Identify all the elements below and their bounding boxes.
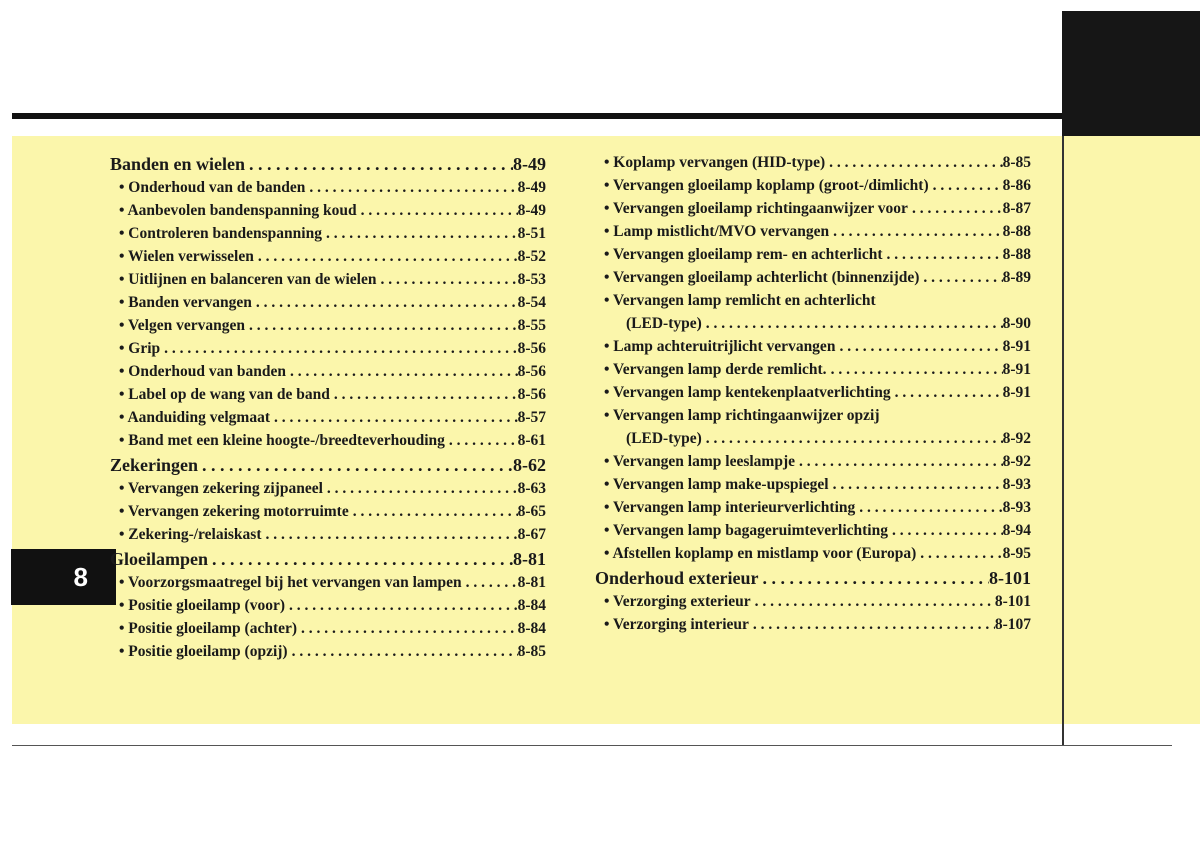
toc-entry-label: • Uitlijnen en balanceren van de wielen (119, 271, 377, 288)
dot-leader (297, 620, 518, 638)
toc-page-number: 8-63 (517, 480, 546, 497)
toc-page-number: 8-49 (517, 179, 546, 196)
toc-entry-label: • Positie gloeilamp (voor) (119, 597, 285, 614)
toc-entry-label: • Lamp mistlicht/MVO vervangen (604, 223, 830, 240)
toc-subsection-entry[interactable] (110, 317, 546, 340)
toc-page-number: 8-49 (513, 154, 546, 174)
toc-page-number: 8-67 (517, 526, 546, 543)
toc-subsection-entry[interactable] (595, 616, 1031, 639)
dot-leader (323, 480, 518, 498)
toc-page-number: 8-91 (1002, 338, 1031, 355)
toc-subsection-entry[interactable] (595, 499, 1031, 522)
dot-leader (891, 384, 1003, 402)
toc-entry-label: • Aanduiding velgmaat (119, 409, 270, 426)
toc-entry-label: • Afstellen koplamp en mistlamp voor (Europa) (604, 545, 917, 562)
section-tab-block (1062, 11, 1200, 137)
toc-subsection-entry[interactable] (110, 409, 546, 432)
dot-leader (759, 568, 990, 589)
toc-subsection-entry[interactable] (110, 179, 546, 202)
toc-page-number: 8-92 (1002, 453, 1031, 470)
toc-entry-label: • Vervangen gloeilamp rem- en achterlicht (604, 246, 883, 263)
toc-page-number: 8-55 (517, 317, 546, 334)
dot-leader (751, 593, 995, 611)
toc-entry-label: • Verzorging interieur (604, 616, 749, 633)
toc-entry-label: Zekeringen (110, 455, 198, 475)
toc-page-number: 8-101 (989, 568, 1031, 588)
toc-entry-label: • Grip (119, 340, 161, 357)
dot-leader (888, 522, 1003, 540)
toc-entry-label: • Vervangen gloeilamp koplamp (groot-/dimlicht) (604, 177, 929, 194)
dot-leader (702, 315, 1003, 333)
toc-subsection-entry[interactable] (595, 453, 1031, 476)
toc-entry-label: • Banden vervangen (119, 294, 252, 311)
toc-subsection-entry[interactable] (595, 246, 1031, 269)
toc-entry-label: • Vervangen lamp derde remlicht. (604, 361, 827, 378)
dot-leader (252, 294, 518, 312)
toc-subsection-entry[interactable] (595, 223, 1031, 246)
toc-entry-label: • Controleren bandenspanning (119, 225, 322, 242)
toc-entry-label: • Vervangen lamp make-upspiegel (604, 476, 829, 493)
dot-leader (702, 430, 1003, 448)
toc-subsection-entry[interactable] (595, 361, 1031, 384)
toc-subsection-entry[interactable] (595, 522, 1031, 545)
toc-page-number: 8-85 (1002, 154, 1031, 171)
toc-entry-label: • Band met een kleine hoogte-/breedteverhouding (119, 432, 445, 449)
toc-section-entry[interactable] (110, 455, 546, 480)
dot-leader (919, 269, 1002, 287)
toc-subsection-entry[interactable] (110, 503, 546, 526)
toc-entry-label: Banden en wielen (110, 154, 246, 174)
toc-subsection-entry[interactable] (110, 202, 546, 225)
toc-page-number: 8-56 (517, 386, 546, 403)
toc-entry-label: • Onderhoud van banden (119, 363, 286, 380)
dot-leader (829, 223, 1002, 241)
toc-entry-label: • Vervangen zekering zijpaneel (119, 480, 323, 497)
toc-page-number: 8-65 (517, 503, 546, 520)
margin-divider (1062, 136, 1064, 746)
toc-entry-label: • Label op de wang van de band (119, 386, 330, 403)
footer-rule (12, 745, 1172, 746)
dot-leader (855, 499, 1002, 517)
toc-page-number: 8-81 (513, 549, 546, 569)
dot-leader (376, 271, 517, 289)
toc-page-number: 8-87 (1002, 200, 1031, 217)
toc-page-number: 8-62 (513, 455, 546, 475)
toc-entry-label: • Vervangen gloeilamp richtingaanwijzer voor (604, 200, 908, 217)
dot-leader (916, 545, 1002, 563)
toc-entry-label: • Positie gloeilamp (opzij) (119, 643, 288, 660)
toc-entry-label: • Vervangen zekering motorruimte (119, 503, 349, 520)
toc-page-number: 8-52 (517, 248, 546, 265)
toc-subsection-entry[interactable] (595, 338, 1031, 361)
dot-leader (245, 154, 513, 175)
toc-page-number: 8-91 (1002, 361, 1031, 378)
dot-leader (829, 476, 1003, 494)
toc-page-number: 8-93 (1002, 499, 1031, 516)
toc-entry-label: (LED-type) (626, 315, 702, 332)
toc-entry-label: Onderhoud exterieur (595, 568, 759, 588)
dot-leader (908, 200, 1003, 218)
dot-leader (357, 202, 518, 220)
toc-subsection-entry[interactable] (595, 430, 1031, 453)
toc-page-number: 8-56 (517, 363, 546, 380)
toc-entry-label: • Onderhoud van de banden (119, 179, 306, 196)
toc-subsection-entry[interactable] (110, 340, 546, 363)
dot-leader (795, 453, 1003, 471)
toc-entry-label: • Zekering-/relaiskast (119, 526, 262, 543)
toc-left-column (110, 154, 546, 666)
toc-subsection-entry[interactable] (595, 292, 1031, 315)
toc-subsection-entry[interactable] (595, 315, 1031, 338)
dot-leader (270, 409, 518, 427)
toc-subsection-entry[interactable] (110, 271, 546, 294)
dot-leader (254, 248, 518, 266)
toc-entry-label: • Velgen vervangen (119, 317, 245, 334)
toc-page-number: 8-94 (1002, 522, 1031, 539)
toc-entry-label: Gloeilampen (110, 549, 208, 569)
toc-page-number: 8-95 (1002, 545, 1031, 562)
toc-page-number: 8-86 (1002, 177, 1031, 194)
header-rule (12, 113, 1172, 119)
toc-page-number: 8-101 (994, 593, 1031, 610)
dot-leader (160, 340, 517, 358)
toc-entry-label: • Vervangen lamp interieurverlichting (604, 499, 856, 516)
toc-subsection-entry[interactable] (595, 545, 1031, 568)
toc-subsection-entry[interactable] (110, 620, 546, 643)
dot-leader (330, 386, 518, 404)
toc-subsection-entry[interactable] (110, 386, 546, 409)
toc-page-number: 8-49 (517, 202, 546, 219)
toc-page-number: 8-85 (517, 643, 546, 660)
dot-leader (349, 503, 518, 521)
dot-leader (286, 363, 518, 381)
toc-entry-label: • Aanbevolen bandenspanning koud (119, 202, 357, 219)
toc-subsection-entry[interactable] (110, 432, 546, 455)
toc-subsection-entry[interactable] (595, 407, 1031, 430)
chapter-number-tab: 8 (11, 549, 116, 605)
toc-page-number: 8-88 (1002, 223, 1031, 240)
toc-right-column (595, 154, 1031, 639)
dot-leader (883, 246, 1003, 264)
toc-entry-label: • Wielen verwisselen (119, 248, 254, 265)
dot-leader (462, 574, 518, 592)
dot-leader (835, 338, 1002, 356)
toc-subsection-entry[interactable] (110, 574, 546, 597)
dot-leader (198, 455, 513, 476)
toc-subsection-entry[interactable] (595, 384, 1031, 407)
dot-leader (445, 432, 518, 450)
dot-leader (322, 225, 518, 243)
toc-subsection-entry[interactable] (595, 177, 1031, 200)
toc-entry-label: • Vervangen lamp remlicht en achterlicht (604, 292, 876, 309)
toc-entry-label: • Vervangen lamp leeslampje (604, 453, 795, 470)
toc-subsection-entry[interactable] (110, 480, 546, 503)
toc-entry-label: • Vervangen lamp richtingaanwijzer opzij (604, 407, 880, 424)
dot-leader (288, 643, 518, 661)
toc-entry-label: • Verzorging exterieur (604, 593, 751, 610)
toc-page-number: 8-88 (1002, 246, 1031, 263)
toc-page-number: 8-53 (517, 271, 546, 288)
toc-page-number: 8-92 (1002, 430, 1031, 447)
toc-page-number: 8-107 (994, 616, 1031, 633)
toc-section-entry[interactable] (110, 154, 546, 179)
toc-page-number: 8-93 (1002, 476, 1031, 493)
toc-entry-label: • Koplamp vervangen (HID-type) (604, 154, 826, 171)
toc-entry-label: • Voorzorgsmaatregel bij het vervangen van lampen (119, 574, 462, 591)
toc-page-number: 8-90 (1002, 315, 1031, 332)
toc-subsection-entry[interactable] (595, 154, 1031, 177)
toc-page-number: 8-84 (517, 597, 546, 614)
toc-page-number: 8-51 (517, 225, 546, 242)
toc-entry-label: (LED-type) (626, 430, 702, 447)
toc-subsection-entry[interactable] (110, 526, 546, 549)
dot-leader (285, 597, 518, 615)
toc-entry-label: • Vervangen lamp bagageruimteverlichting (604, 522, 888, 539)
toc-subsection-entry[interactable] (595, 593, 1031, 616)
toc-entry-label: • Vervangen gloeilamp achterlicht (binnenzijde) (604, 269, 920, 286)
toc-page-number: 8-61 (517, 432, 546, 449)
dot-leader (208, 549, 513, 570)
toc-subsection-entry[interactable] (110, 294, 546, 317)
toc-section-entry[interactable] (110, 549, 546, 574)
dot-leader (827, 361, 1003, 379)
toc-subsection-entry[interactable] (110, 225, 546, 248)
dot-leader (825, 154, 1002, 172)
toc-page-number: 8-84 (517, 620, 546, 637)
toc-entry-label: • Positie gloeilamp (achter) (119, 620, 298, 637)
toc-page-number: 8-54 (517, 294, 546, 311)
toc-subsection-entry[interactable] (595, 476, 1031, 499)
toc-subsection-entry[interactable] (110, 643, 546, 666)
toc-section-entry[interactable] (595, 568, 1031, 593)
toc-entry-label: • Vervangen lamp kentekenplaatverlichting (604, 384, 891, 401)
toc-subsection-entry[interactable] (110, 248, 546, 271)
dot-leader (749, 616, 995, 634)
toc-page-number: 8-57 (517, 409, 546, 426)
toc-subsection-entry[interactable] (110, 597, 546, 620)
toc-subsection-entry[interactable] (110, 363, 546, 386)
dot-leader (261, 526, 517, 544)
toc-entry-label: • Lamp achteruitrijlicht vervangen (604, 338, 836, 355)
toc-page-number: 8-81 (517, 574, 546, 591)
toc-subsection-entry[interactable] (595, 269, 1031, 292)
dot-leader (929, 177, 1003, 195)
toc-page-number: 8-89 (1002, 269, 1031, 286)
side-margin-panel (1064, 136, 1200, 724)
dot-leader (305, 179, 517, 197)
toc-page-number: 8-56 (517, 340, 546, 357)
toc-subsection-entry[interactable] (595, 200, 1031, 223)
toc-page-number: 8-91 (1002, 384, 1031, 401)
dot-leader (245, 317, 518, 335)
